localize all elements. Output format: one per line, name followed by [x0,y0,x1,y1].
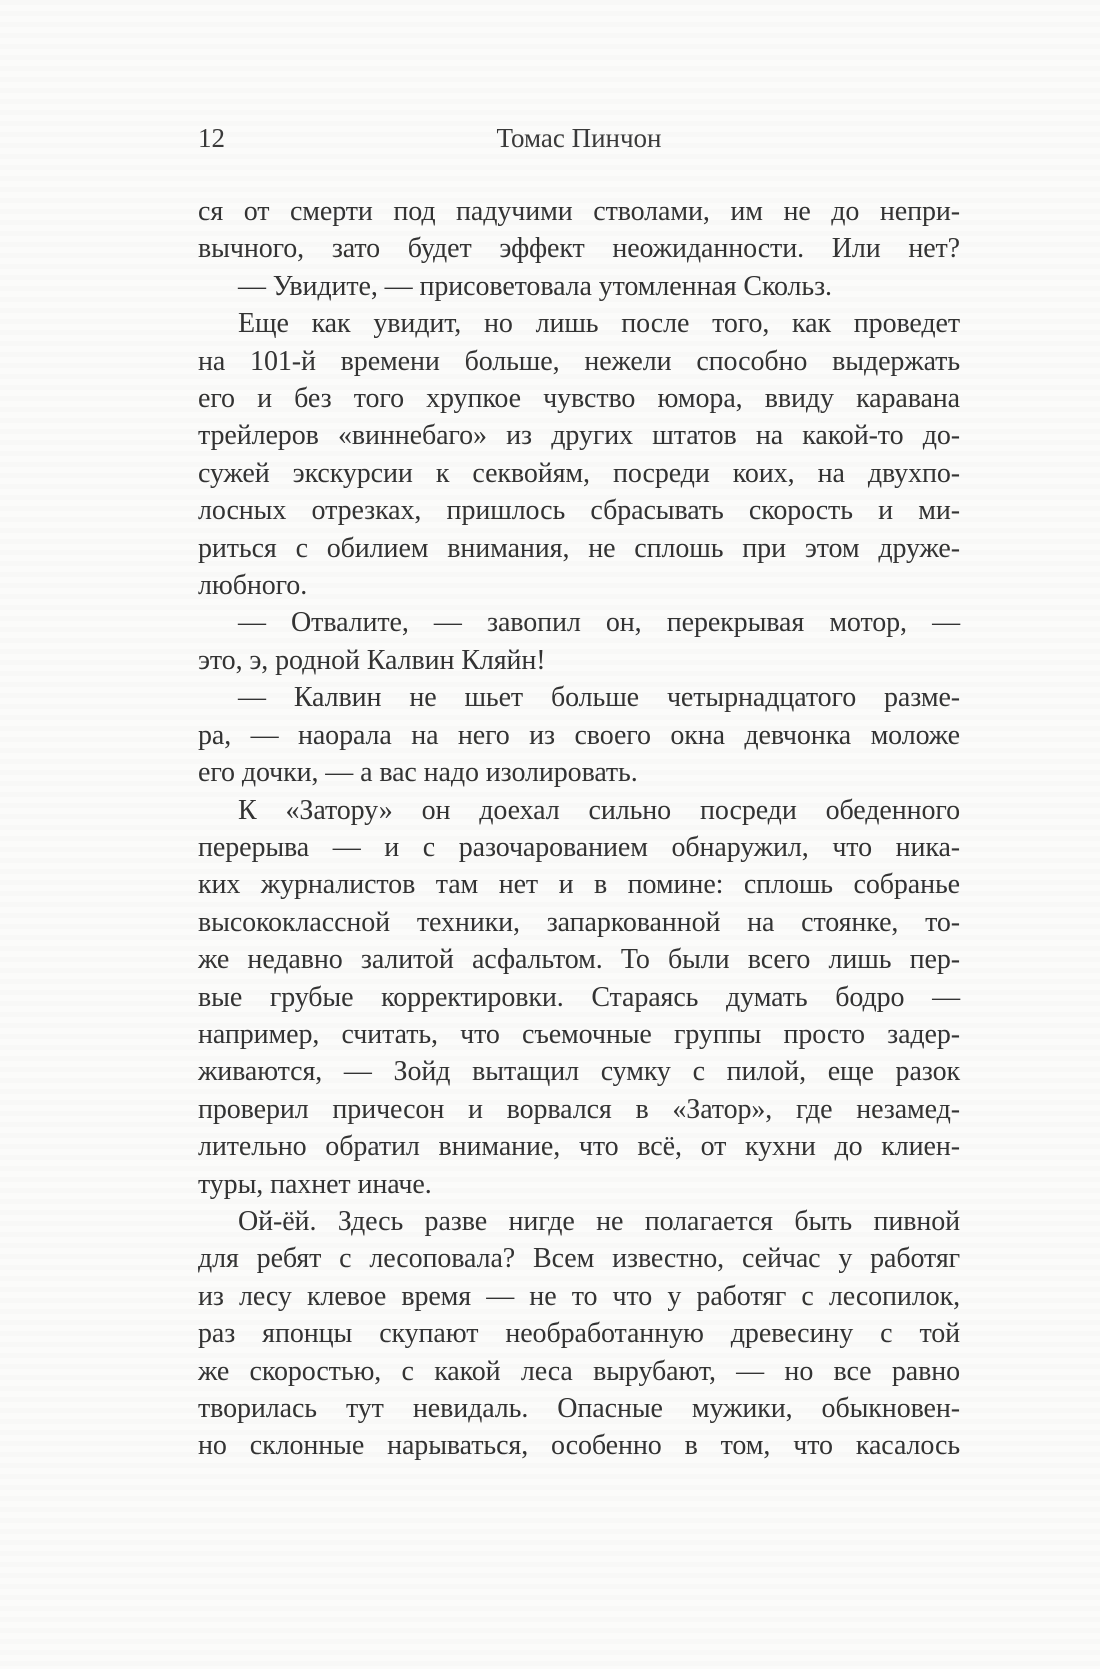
text-line: из лесу клевое время — не то что у работяг с лесопилок, [198,1280,960,1312]
text-line: вычного, зато будет эффект неожиданности. Или нет? [198,233,960,265]
text-line: это, э, родной Калвин Кляйн! [198,644,546,676]
text-line: Ой-ёй. Здесь разве нигде не полагается быть пивной [238,1205,960,1237]
text-line: ра, — наорала на него из своего окна девчонка моложе [198,719,960,751]
paragraph [198,1203,960,1465]
text-line: туры, пахнет иначе. [198,1168,432,1200]
text-line: К «Затору» он доехал сильно посреди обеденного [238,794,960,826]
running-header [198,121,960,155]
text-line: лосных отрезках, пришлось сбрасывать скорость и ми- [198,495,960,527]
text-line: его и без того хрупкое чувство юмора, ввиду каравана [198,383,960,415]
paragraph [198,679,960,791]
text-line: Еще как увидит, но лишь после того, как проведет [238,308,960,340]
text-line: сужей экскурсии к секвойям, посреди коих, на двухпо- [198,457,960,489]
running-header-author: Томас Пинчон [496,123,662,153]
text-line: — Увидите, — присоветовала утомленная Скольз. [238,270,832,302]
paragraph [198,268,960,305]
text-line: вые грубые корректировки. Стараясь думать бодро — [198,981,960,1013]
paragraph [198,604,960,679]
text-line: его дочки, — а вас надо изолировать. [198,757,638,789]
paragraph [198,792,960,1203]
text-line: высококлассной техники, запаркованной на стоянке, то- [198,906,960,938]
text-line: но склонные нарываться, особенно в том, что касалось [198,1430,960,1462]
text-line: на 101-й времени больше, нежели способно выдержать [198,345,960,377]
text-line: риться с обилием внимания, не сплошь при этом друже- [198,532,960,564]
paragraph [198,193,960,268]
body-text [198,193,960,1465]
text-line: ся от смерти под падучими стволами, им не до непри- [198,196,960,227]
text-line: трейлеров «виннебаго» из других штатов на какой-то до- [198,420,960,452]
text-line: раз японцы скупают необработанную древесину с той [198,1318,960,1350]
text-line: любного. [198,570,308,602]
paragraph [198,305,960,604]
text-line: проверил причесон и ворвался в «Затор», где незамед- [198,1093,960,1125]
text-line: же недавно залитой асфальтом. То были всего лишь пер- [198,944,960,976]
text-line: ких журналистов там нет и в помине: сплошь собранье [198,869,960,901]
text-line: творилась тут невидаль. Опасные мужики, обыкновен- [198,1393,960,1424]
text-line: перерыва — и с разочарованием обнаружил, что ника- [198,831,960,863]
page-number: 12 [198,123,225,153]
text-line: для ребят с лесоповала? Всем известно, сейчас у работяг [198,1243,960,1275]
text-line: лительно обратил внимание, что всё, от кухни до клиен- [198,1131,960,1163]
text-line: — Калвин не шьет больше четырнадцатого разме- [238,682,960,714]
text-line: — Отвалите, — завопил он, перекрывая мотор, — [238,607,960,639]
text-line: живаются, — Зойд вытащил сумку с пилой, еще разок [198,1056,960,1088]
text-line: же скоростью, с какой леса вырубают, — но все равно [198,1355,960,1387]
text-line: например, считать, что съемочные группы просто задер- [198,1018,960,1050]
